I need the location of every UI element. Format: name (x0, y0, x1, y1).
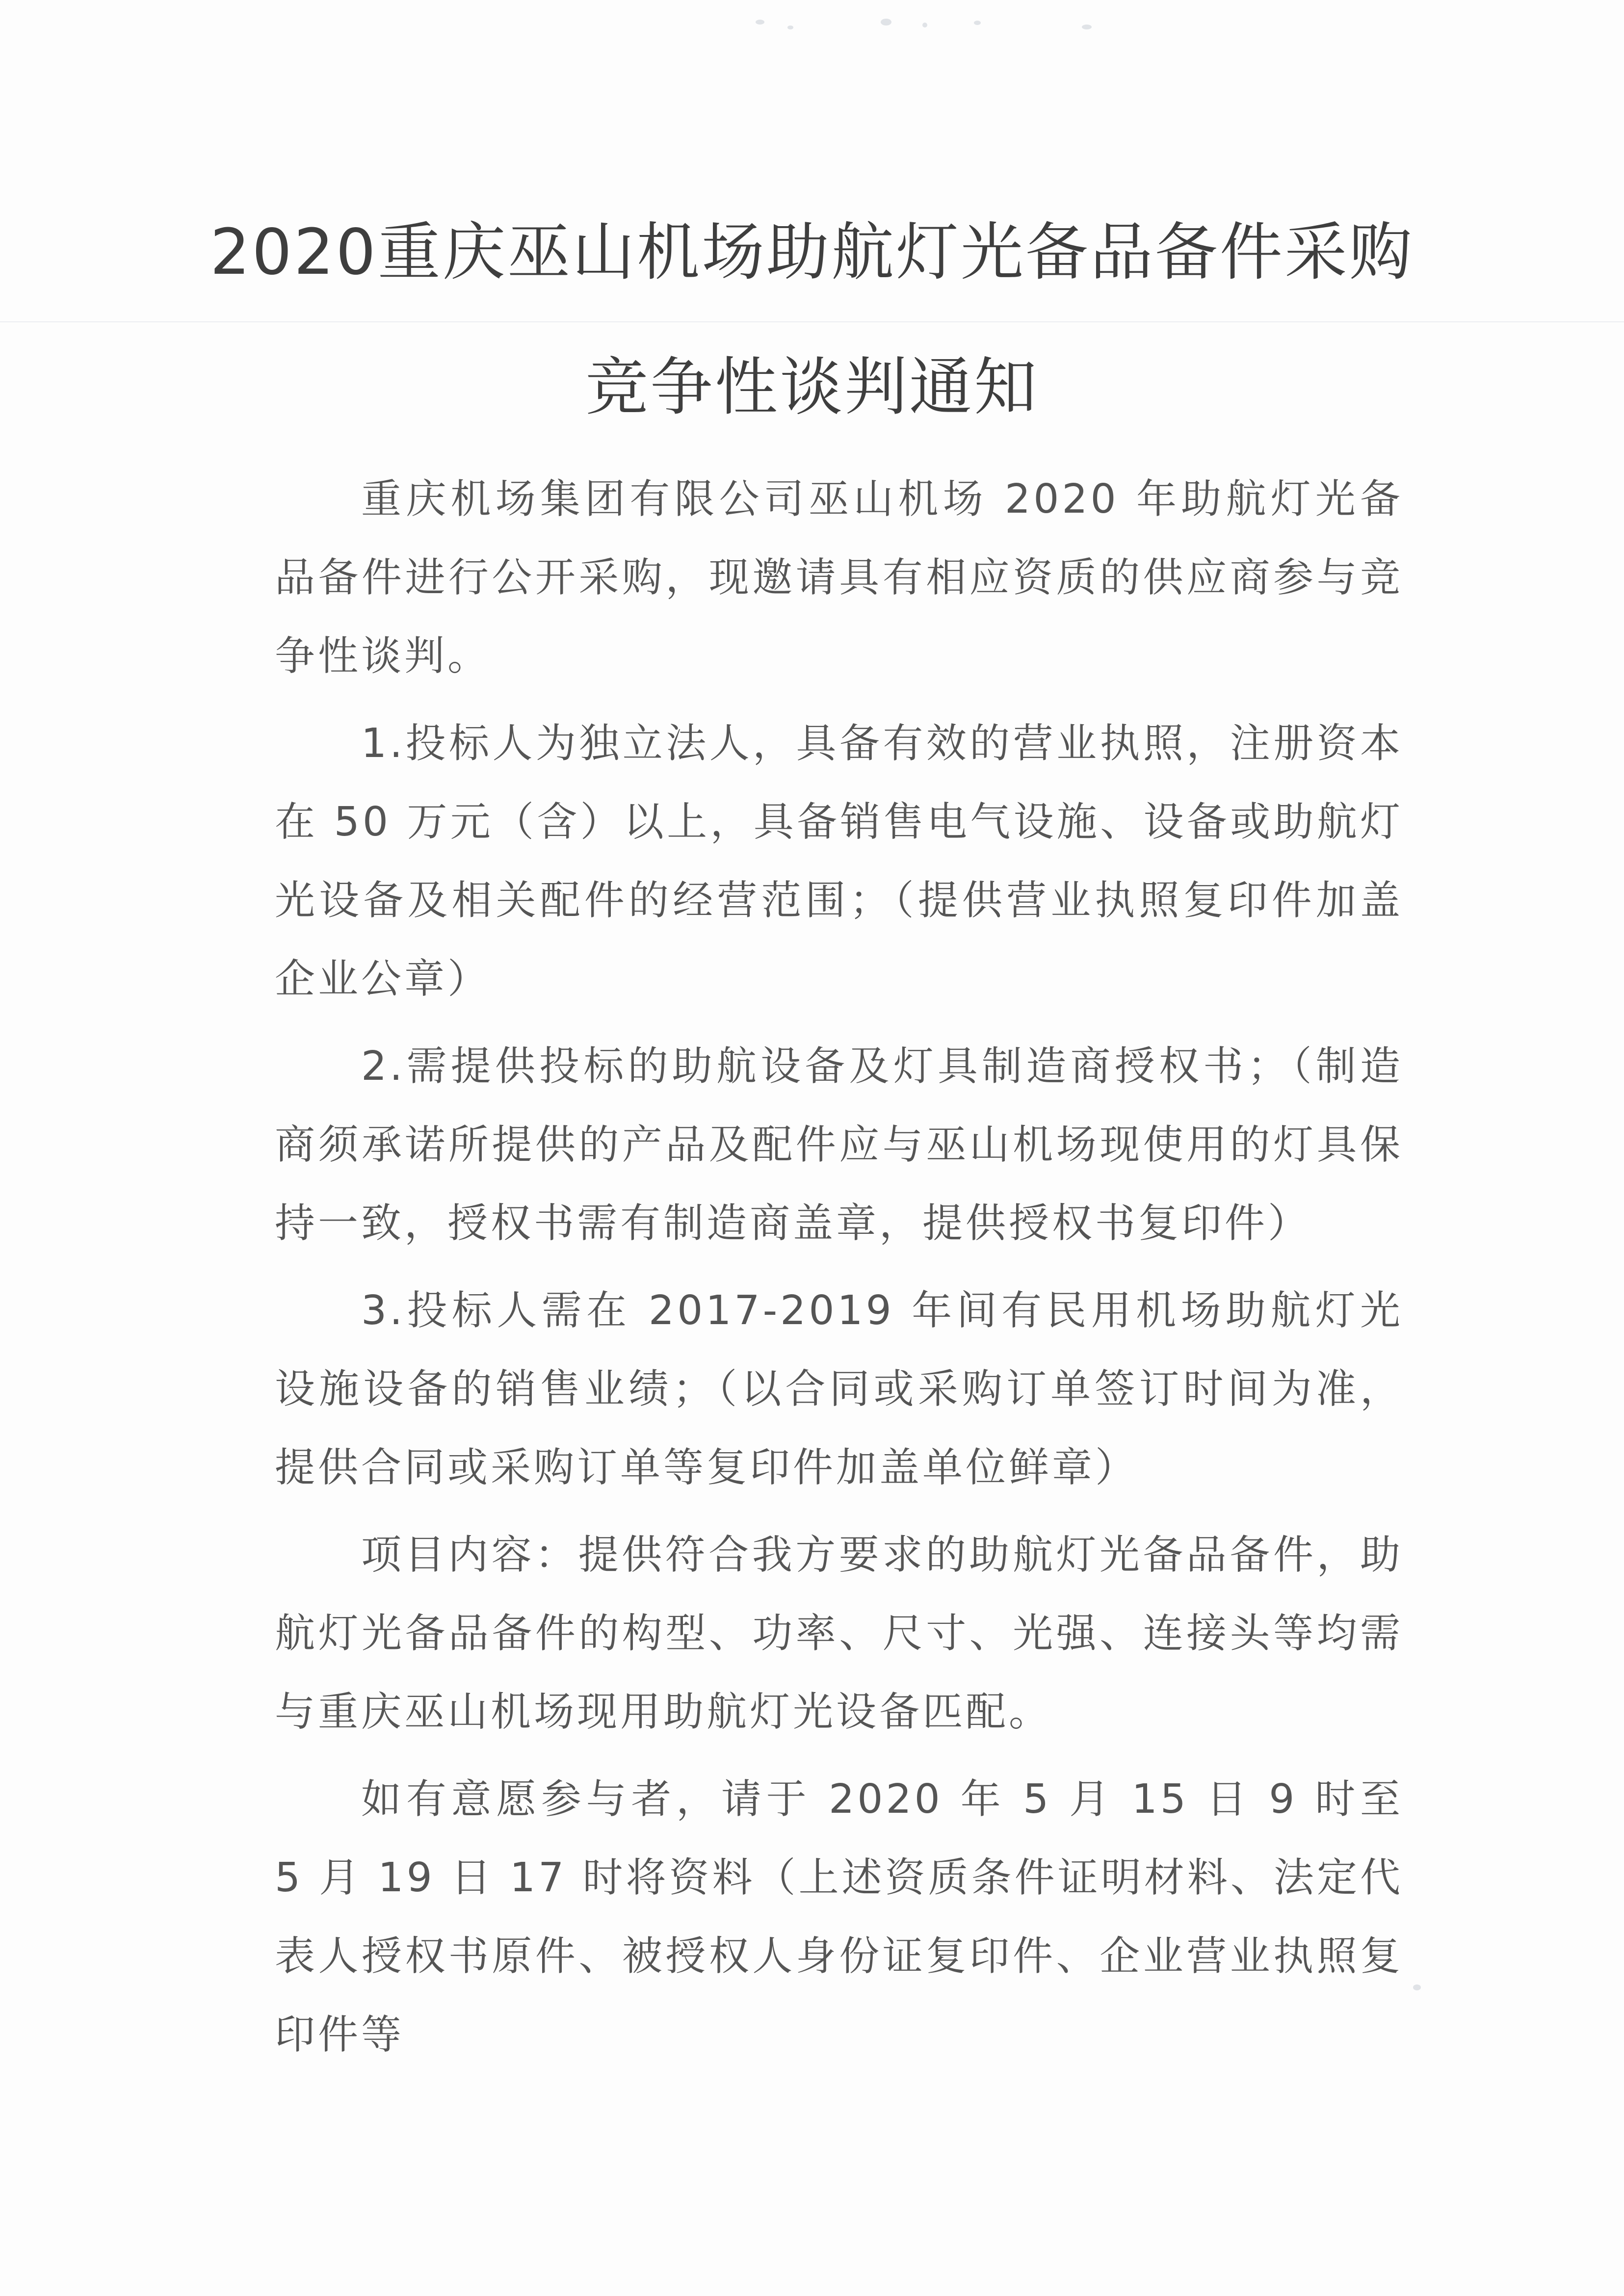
document-body (275, 460, 1403, 2083)
scan-speck (1082, 25, 1092, 29)
scan-speck (756, 20, 764, 25)
scan-line (0, 321, 1624, 322)
scan-speck (974, 21, 981, 25)
scan-speck (787, 26, 793, 29)
requirement-1-paragraph: 1.投标人为独立法人，具备有效的营业执照，注册资本在 50 万元（含）以上，具备销售电气设施、设备或助航灯光设备及相关配件的经营范围；（提供营业执照复印件加盖企业公章） (275, 720, 1403, 1002)
scan-speck (881, 19, 891, 26)
intro-paragraph: 重庆机场集团有限公司巫山机场 2020 年助航灯光备品备件进行公开采购，现邀请具有相应资质的供应商参与竞争性谈判。 (275, 476, 1403, 679)
document-title-line-2: 竞争性谈判通知 (585, 351, 1039, 424)
requirement-3-paragraph: 3.投标人需在 2017-2019 年间有民用机场助航灯光设施设备的销售业绩；（以合同或采购订单签订时间为准，提供合同或采购订单等复印件加盖单位鲜章） (275, 1287, 1403, 1491)
submission-paragraph: 如有意愿参与者，请于 2020 年 5 月 15 日 9 时至 5 月 19 日 17 时将资料（上述资质条件证明材料、法定代表人授权书原件、被授权人身份证复印件、企业营业执照复印件等 (275, 1776, 1403, 2058)
scan-speck (922, 23, 927, 27)
project-content-paragraph: 项目内容：提供符合我方要求的助航灯光备品备件，助航灯光备品备件的构型、功率、尺寸、光强、连接头等均需与重庆巫山机场现用助航灯光设备匹配。 (275, 1532, 1403, 1735)
scan-speck (1413, 1984, 1421, 1990)
requirement-2-paragraph: 2.需提供投标的助航设备及灯具制造商授权书；（制造商须承诺所提供的产品及配件应与巫山机场现使用的灯具保持一致，授权书需有制造商盖章，提供授权书复印件） (275, 1043, 1403, 1247)
document-title-line-1: 2020重庆巫山机场助航灯光备品备件采购 (210, 216, 1414, 289)
